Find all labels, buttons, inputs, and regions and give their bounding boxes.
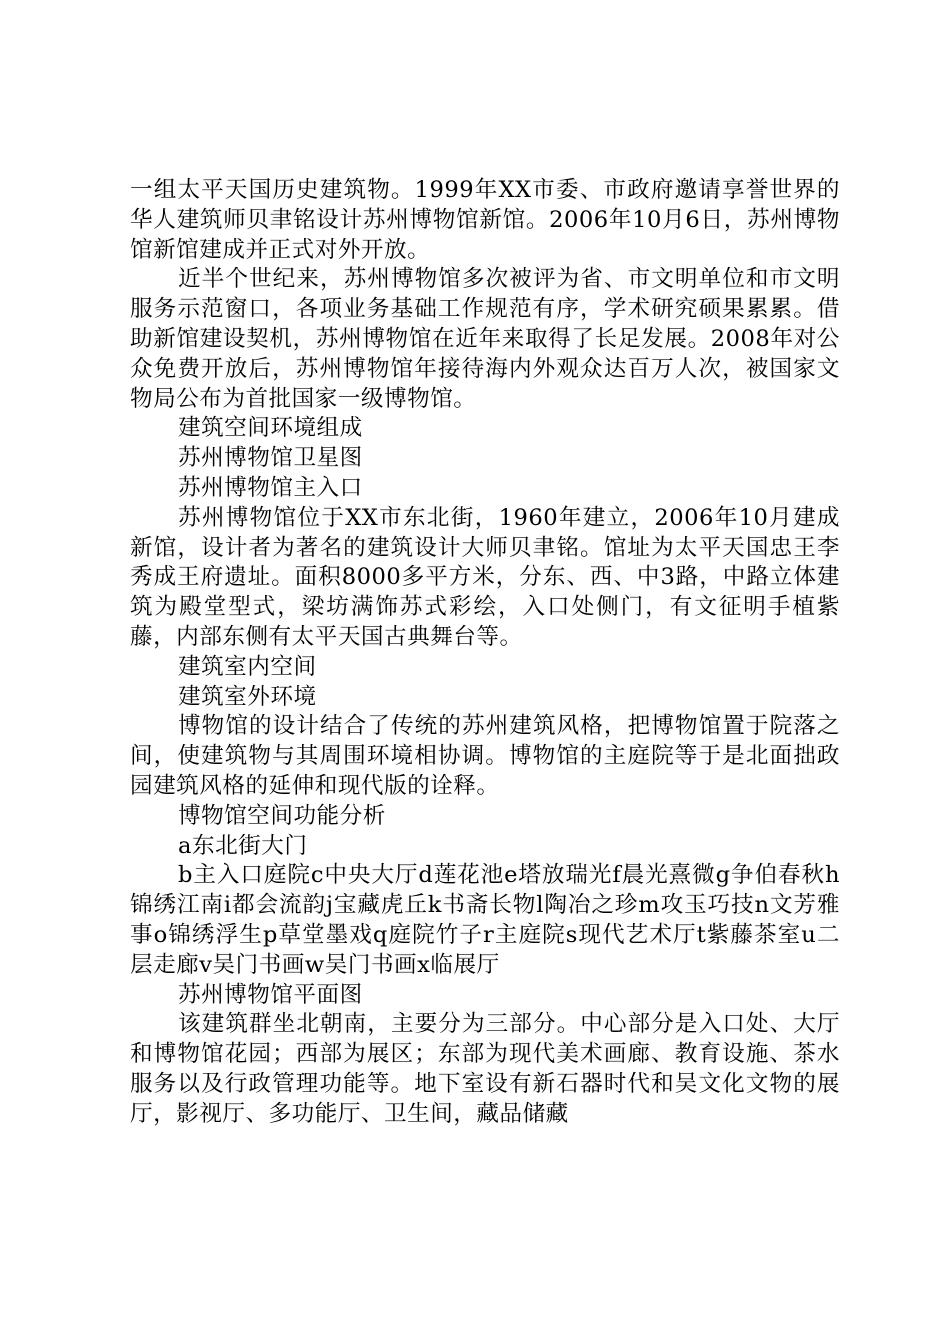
paragraph-location: 苏州博物馆位于XX市东北街，1960年建立，2006年10月建成新馆，设计者为著名的建筑设计大师贝聿铭。馆址为太平天国忠王李秀成王府遗址。面积8000多平方米，分东、西、中3路，中路立体建筑为殿堂型式，梁坊满饰苏式彩绘，入口处侧门，有文征明手植紫藤，内部东侧有太平天国古典舞台等。 <box>130 504 840 650</box>
paragraph-history-continued: 一组太平天国历史建筑物。1999年XX市委、市政府邀请享誉世界的华人建筑师贝聿铭设计苏州博物馆新馆。2006年10月6日，苏州博物馆新馆建成并正式对外开放。 <box>130 177 840 263</box>
paragraph-layout: 该建筑群坐北朝南，主要分为三部分。中心部分是入口处、大厅和博物馆花园；西部为展区；东部为现代美术画廊、教育设施、茶水服务以及行政管理功能等。地下室设有新石器时代和吴文化文物的展厅，影视厅、多功能厅、卫生间，藏品储藏 <box>130 1011 840 1127</box>
paragraph-achievements: 近半个世纪来，苏州博物馆多次被评为省、市文明单位和市文明服务示范窗口，各项业务基础工作规范有序，学术研究硕果累累。借助新馆建设契机，苏州博物馆在近年来取得了长足发展。2008年对公众免费开放后，苏州博物馆年接待海内外观众达百万人次，被国家文物局公布为首批国家一级博物馆。 <box>130 266 840 412</box>
paragraph-design: 博物馆的设计结合了传统的苏州建筑风格，把博物馆置于院落之间，使建筑物与其周围环境相协调。博物馆的主庭院等于是北面拙政园建筑风格的延伸和现代版的诠释。 <box>130 713 840 799</box>
caption-main-entrance: 苏州博物馆主入口 <box>178 474 363 501</box>
heading-architecture-space: 建筑空间环境组成 <box>178 415 363 442</box>
heading-function-analysis: 博物馆空间功能分析 <box>178 802 386 829</box>
legend-items-b-x: b主入口庭院c中央大厅d莲花池e塔放瑞光f晨光熹微g争伯春秋h锦绣江南i都会流韵j宝藏虎丘k书斋长物l陶冶之珍m攻玉巧技n文芳雅事o锦绣浮生p草堂墨戏q庭院竹子r主庭院s现代艺术厅t紫藤茶室u二层走廊v吴门书画w吴门书画x临展厅 <box>130 862 840 978</box>
heading-exterior-environment: 建筑室外环境 <box>178 683 317 710</box>
caption-satellite-map: 苏州博物馆卫星图 <box>178 445 363 472</box>
heading-interior-space: 建筑室内空间 <box>178 653 317 680</box>
caption-floor-plan: 苏州博物馆平面图 <box>178 981 363 1008</box>
legend-item-a: a东北街大门 <box>178 832 308 859</box>
document-body <box>130 176 840 1130</box>
